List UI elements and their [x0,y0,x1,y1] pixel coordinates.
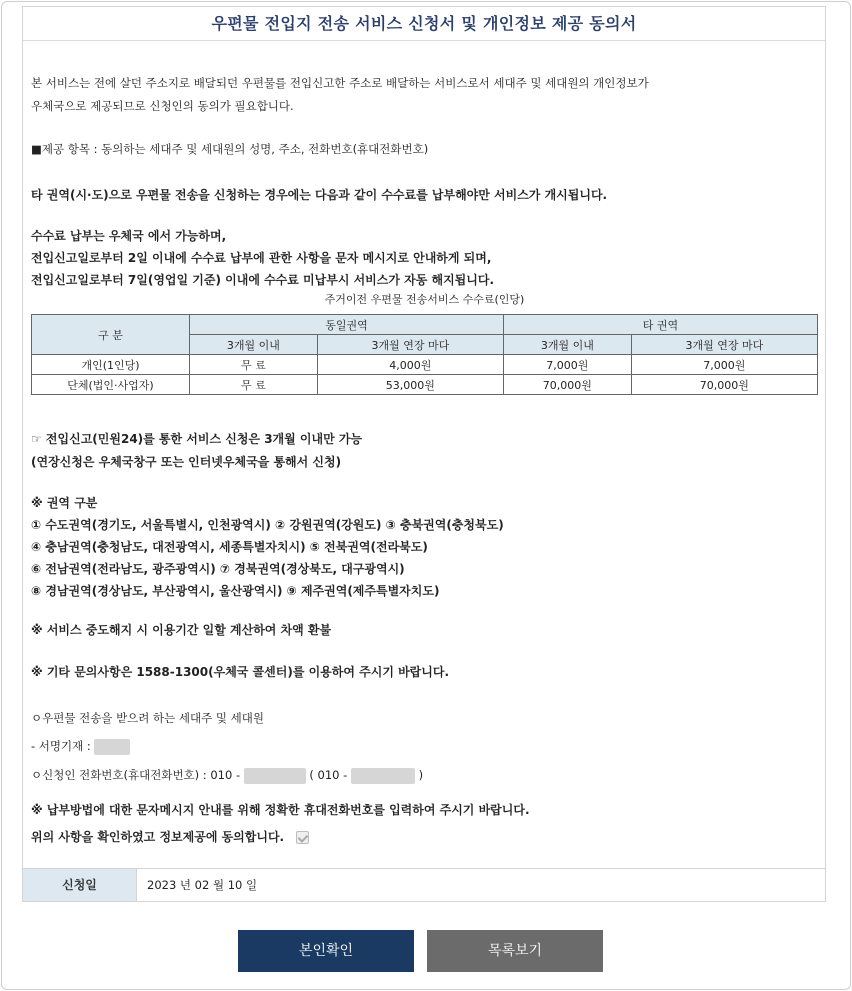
consent-row [31,828,309,845]
regions-line: ⑧ 경남권역(경상남도, 부산광역시, 울산광역시) ⑨ 제주권역(제주특별자치도) [31,584,440,598]
phone-label: ㅇ신청인 전화번호(휴대전화번호) : 010 - [31,768,241,782]
contact-notice: ※ 기타 문의사항은 1588-1300(우체국 콜센터)를 이용하여 주시기 바랍니다. [31,665,450,679]
fee-cell: 53,000원 [317,375,503,395]
fee-cell: 무 료 [190,355,318,375]
fee-col-gubun: 구 분 [32,315,190,355]
fee-sub-other-ext: 3개월 연장 마다 [631,335,817,355]
phone-paren-close: ) [418,768,424,782]
fee-table-caption: 주거이전 우편물 전송서비스 수수료(인당) [324,293,525,306]
phone-row [31,767,423,784]
regions-line: ① 수도권역(경기도, 서울특별시, 인천광역시) ② 강원권역(강원도) ③ 충북권역(충청북도) [31,518,504,532]
application-date-value: 2023 년 02 월 10 일 [147,878,258,892]
refund-notice: ※ 서비스 중도해지 시 이용기간 일할 계산하여 차액 환불 [31,623,332,637]
phone-number-redacted[interactable] [244,768,306,784]
regions-line: ④ 충남권역(충청남도, 대전광역시, 세종특별자치시) ⑤ 전북권역(전라북도) [31,540,428,554]
regions-line: ⑥ 전남권역(전라남도, 광주광역시) ⑦ 경북권역(경상북도, 대구광역시) [31,562,405,576]
identity-verify-button[interactable]: 본인확인 [238,930,414,972]
fee-cell: 70,000원 [631,375,817,395]
payment-line-2: 전입신고일로부터 2일 이내에 수수료 납부에 관한 사항을 문자 메시지로 안내하게 되며, [31,251,492,265]
signature-redacted [94,739,130,755]
fee-cell: 7,000원 [631,355,817,375]
phone-notice: ※ 납부방법에 대한 문자메시지 안내를 위해 정확한 휴대전화번호를 입력하여 주시기 바랍니다. [31,803,530,817]
table-row [32,355,818,375]
phone-paren-open: ( 010 - [309,768,348,782]
fee-notice: 타 권역(시·도)으로 우편물 전송을 신청하는 경우에는 다음과 같이 수수료를 납부해야만 서비스가 개시됩니다. [31,188,608,202]
table-row [32,375,818,395]
application-date-row [23,868,825,901]
fee-sub-other-3m: 3개월 이내 [503,335,631,355]
signature-label: - 서명기재 : [31,739,91,753]
payment-line-3: 전입신고일로부터 7일(영업일 기준) 이내에 수수료 미납부시 서비스가 자동 해지됩니다. [31,273,495,287]
minwon-line-1: ☞ 전입신고(민원24)를 통한 서비스 신청은 3개월 이내만 가능 [31,432,363,446]
fee-table [31,314,818,395]
signature-row [31,738,130,755]
intro-line-1: 본 서비스는 전에 살던 주소지로 배달되던 우편물를 전입신고한 주소로 배달하는 서비스로서 세대주 및 세대원의 개인정보가 [31,76,649,90]
fee-sub-same-ext: 3개월 연장 마다 [317,335,503,355]
fee-row-label: 단체(법인·사업자) [32,375,190,395]
phone-confirm-redacted[interactable] [351,768,415,784]
fee-sub-same-3m: 3개월 이내 [190,335,318,355]
regions-heading: ※ 권역 구분 [31,496,98,510]
provided-items: ■제공 항목 : 동의하는 세대주 및 세대원의 성명, 주소, 전화번호(휴대전화번호) [31,142,429,156]
fee-group-same: 동일권역 [190,315,504,335]
fee-row-label: 개인(1인당) [32,355,190,375]
fee-cell: 7,000원 [503,355,631,375]
fee-group-other: 타 권역 [503,315,817,335]
form-content [23,41,825,869]
page-title: 우편물 전입지 전송 서비스 신청서 및 개인정보 제공 동의서 [23,7,825,41]
consent-checkbox[interactable] [296,831,309,844]
fee-cell: 무 료 [190,375,318,395]
minwon-line-2: (연장신청은 우체국창구 또는 인터넷우체국을 통해서 신청) [31,455,342,469]
recipients-label: ㅇ우편물 전송을 받으려 하는 세대주 및 세대원 [31,711,265,725]
intro-line-2: 우체국으로 제공되므로 신청인의 동의가 필요합니다. [31,99,294,113]
view-list-button[interactable]: 목록보기 [427,930,603,972]
application-form [22,6,826,902]
consent-text: 위의 사항을 확인하였고 정보제공에 동의합니다. [31,830,285,844]
payment-line-1: 수수료 납부는 우체국 에서 가능하며, [31,229,227,243]
application-date-label: 신청일 [23,869,137,901]
fee-cell: 70,000원 [503,375,631,395]
fee-cell: 4,000원 [317,355,503,375]
